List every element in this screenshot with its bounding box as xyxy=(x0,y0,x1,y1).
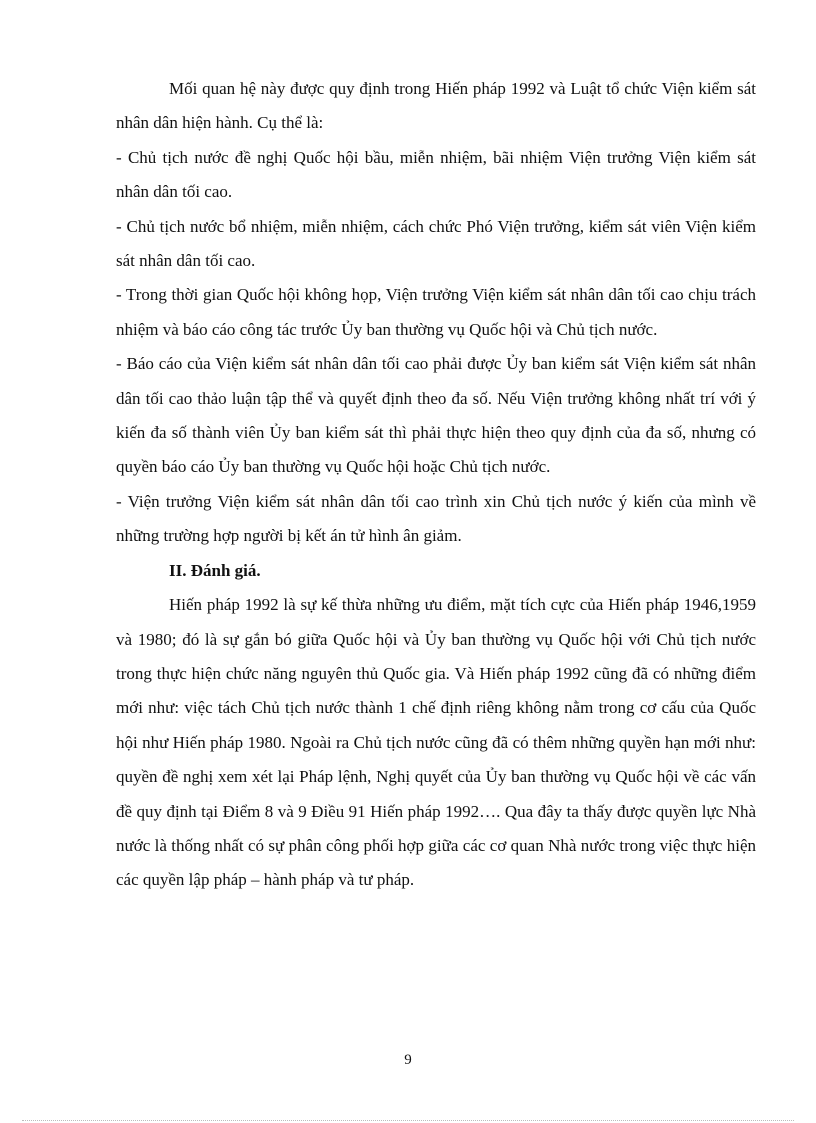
list-item-clemency: - Viện trưởng Viện kiểm sát nhân dân tối cao trình xin Chủ tịch nước ý kiến của mình về những trường hợp người bị kết án tử hình ân giảm. xyxy=(116,491,756,546)
list-item-committee-report: - Báo cáo của Viện kiểm sát nhân dân tối cao phải được Ủy ban kiểm sát Viện kiểm sát nhân dân tối cao thảo luận tập thể và quyết định theo đa số. Nếu Viện trưởng không nhất trí với ý kiến đa số thành viên Ủy ban kiểm sát thì phải thực hiện theo quy định của đa số, nhưng có quyền báo cáo Ủy ban thường vụ Quốc hội hoặc Chủ tịch nước. xyxy=(116,354,756,477)
list-item-appoint: - Chủ tịch nước bổ nhiệm, miễn nhiệm, cách chức Phó Viện trưởng, kiểm sát viên Viện kiểm sát nhân dân tối cao. xyxy=(116,216,756,271)
list-item-report: - Trong thời gian Quốc hội không họp, Viện trưởng Viện kiểm sát nhân dân tối cao chịu trách nhiệm và báo cáo công tác trước Ủy ban thường vụ Quốc hội và Chủ tịch nước. xyxy=(116,285,756,339)
page-body xyxy=(116,72,756,898)
list-item-nominate: - Chủ tịch nước đề nghị Quốc hội bầu, miễn nhiệm, bãi nhiệm Viện trưởng Viện kiểm sát nhân dân tối cao. xyxy=(116,147,756,202)
section-heading: II. Đánh giá. xyxy=(169,560,261,580)
intro-paragraph: Mối quan hệ này được quy định trong Hiến pháp 1992 và Luật tổ chức Viện kiểm sát nhân dân hiện hành. Cụ thể là: xyxy=(116,79,756,133)
page-bottom-divider xyxy=(22,1120,794,1121)
page-number: 9 xyxy=(404,1052,412,1068)
assessment-paragraph: Hiến pháp 1992 là sự kế thừa những ưu điểm, mặt tích cực của Hiến pháp 1946,1959 và 1980; đó là sự gắn bó giữa Quốc hội và Ủy ban thường vụ Quốc hội với Chủ tịch nước trong thực hiện chức năng nguyên thủ Quốc gia. Và Hiến pháp 1992 cũng đã có những điểm mới như: việc tách Chủ tịch nước thành 1 chế định riêng không nằm trong cơ cấu của Quốc hội như Hiến pháp 1980. Ngoài ra Chủ tịch nước cũng đã có thêm những quyền hạn mới như: quyền đề nghị xem xét lại Pháp lệnh, Nghị quyết của Ủy ban thường vụ Quốc hội về các vấn đề quy định tại Điểm 8 và 9 Điều 91 Hiến pháp 1992…. Qua đây ta thấy được quyền lực Nhà nước là thống nhất có sự phân công phối hợp giữa các cơ quan Nhà nước trong việc thực hiện các quyền lập pháp – hành pháp và tư pháp. xyxy=(116,595,756,890)
